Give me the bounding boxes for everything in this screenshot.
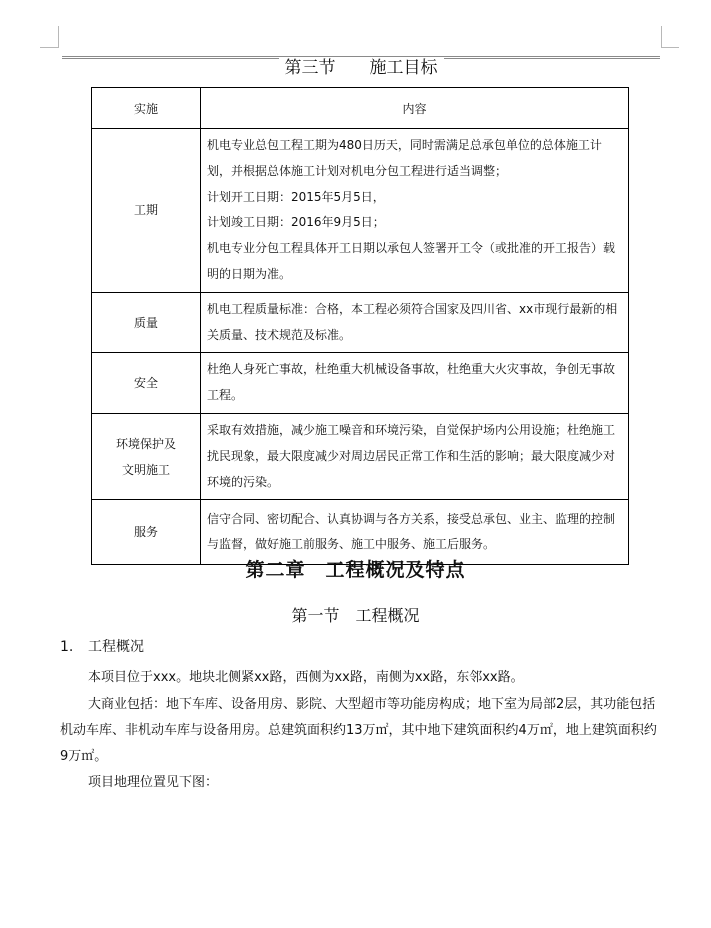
row-content <box>201 353 629 414</box>
section-title: 第一节 工程概况 <box>291 606 420 625</box>
content-line: 信守合同、密切配合、认真协调与各方关系，接受总承包、业主、监理的控制与监督，做好施工前服务、施工中服务、施工后服务。 <box>207 511 616 552</box>
row-label: 安全 <box>92 353 201 414</box>
table-row <box>92 292 629 353</box>
content-line: 机电专业总包工程工期为480日历天，同时需满足总承包单位的总体施工计划，并根据总体施工计划对机电分包工程进行适当调整； <box>207 138 602 178</box>
table-row <box>92 129 629 293</box>
row-content <box>201 413 629 499</box>
page-corner-mark <box>661 26 662 48</box>
goals-table <box>91 87 629 565</box>
table-header-row <box>92 88 629 129</box>
content-line: 杜绝人身死亡事故，杜绝重大机械设备事故，杜绝重大火灾事故，争创无事故工程。 <box>207 362 616 403</box>
heading-number: 1. <box>60 639 74 655</box>
chapter-title: 第二章 工程概况及特点 <box>245 559 466 581</box>
paragraph: 项目地理位置见下图： <box>88 775 219 790</box>
row-label: 工期 <box>92 129 201 293</box>
row-label: 质量 <box>92 292 201 353</box>
row-content <box>201 129 629 293</box>
page-corner-mark <box>40 47 58 48</box>
heading-level-1 <box>60 636 144 658</box>
row-label-line: 环境保护及 <box>115 436 176 451</box>
content-line: 计划开工日期：2015年5月5日， <box>207 189 385 204</box>
table-row <box>92 413 629 499</box>
heading-text: 工程概况 <box>88 639 144 655</box>
page-corner-mark <box>58 26 59 48</box>
content-line: 机电专业分包工程具体开工日期以承包人签署开工令（或批准的开工报告）载明的日期为准。 <box>207 241 616 281</box>
table-row <box>92 353 629 414</box>
table-header-cell: 内容 <box>201 88 629 129</box>
table-header-cell: 实施 <box>92 88 201 129</box>
header-section-title: 第三节 施工目标 <box>62 56 660 80</box>
paragraph: 本项目位于xxx。地块北侧紧xx路，西侧为xx路，南侧为xx路，东邻xx路。 <box>88 670 524 685</box>
row-label: 服务 <box>92 500 201 565</box>
row-label-line: 文明施工 <box>121 462 170 477</box>
row-label <box>92 413 201 499</box>
page-corner-mark <box>661 47 679 48</box>
content-line: 计划竣工日期：2016年9月5日； <box>207 215 385 230</box>
content-line: 机电工程质量标准：合格，本工程必须符合国家及四川省、xx市现行最新的相关质量、技术规范及标准。 <box>207 301 618 342</box>
paragraph: 大商业包括：地下车库、设备用房、影院、大型超市等功能房构成；地下室为局部2层，其功能包括机动车库、非机动车库与设备用房。总建筑面积约13万㎡，其中地下建筑面积约4万㎡，地上建筑面积约9万㎡。 <box>60 697 657 764</box>
row-content <box>201 292 629 353</box>
content-line: 采取有效措施，减少施工噪音和环境污染，自觉保护场内公用设施；杜绝施工扰民现象，最大限度减少对周边居民正常工作和生活的影响；最大限度减少对环境的污染。 <box>207 422 616 489</box>
